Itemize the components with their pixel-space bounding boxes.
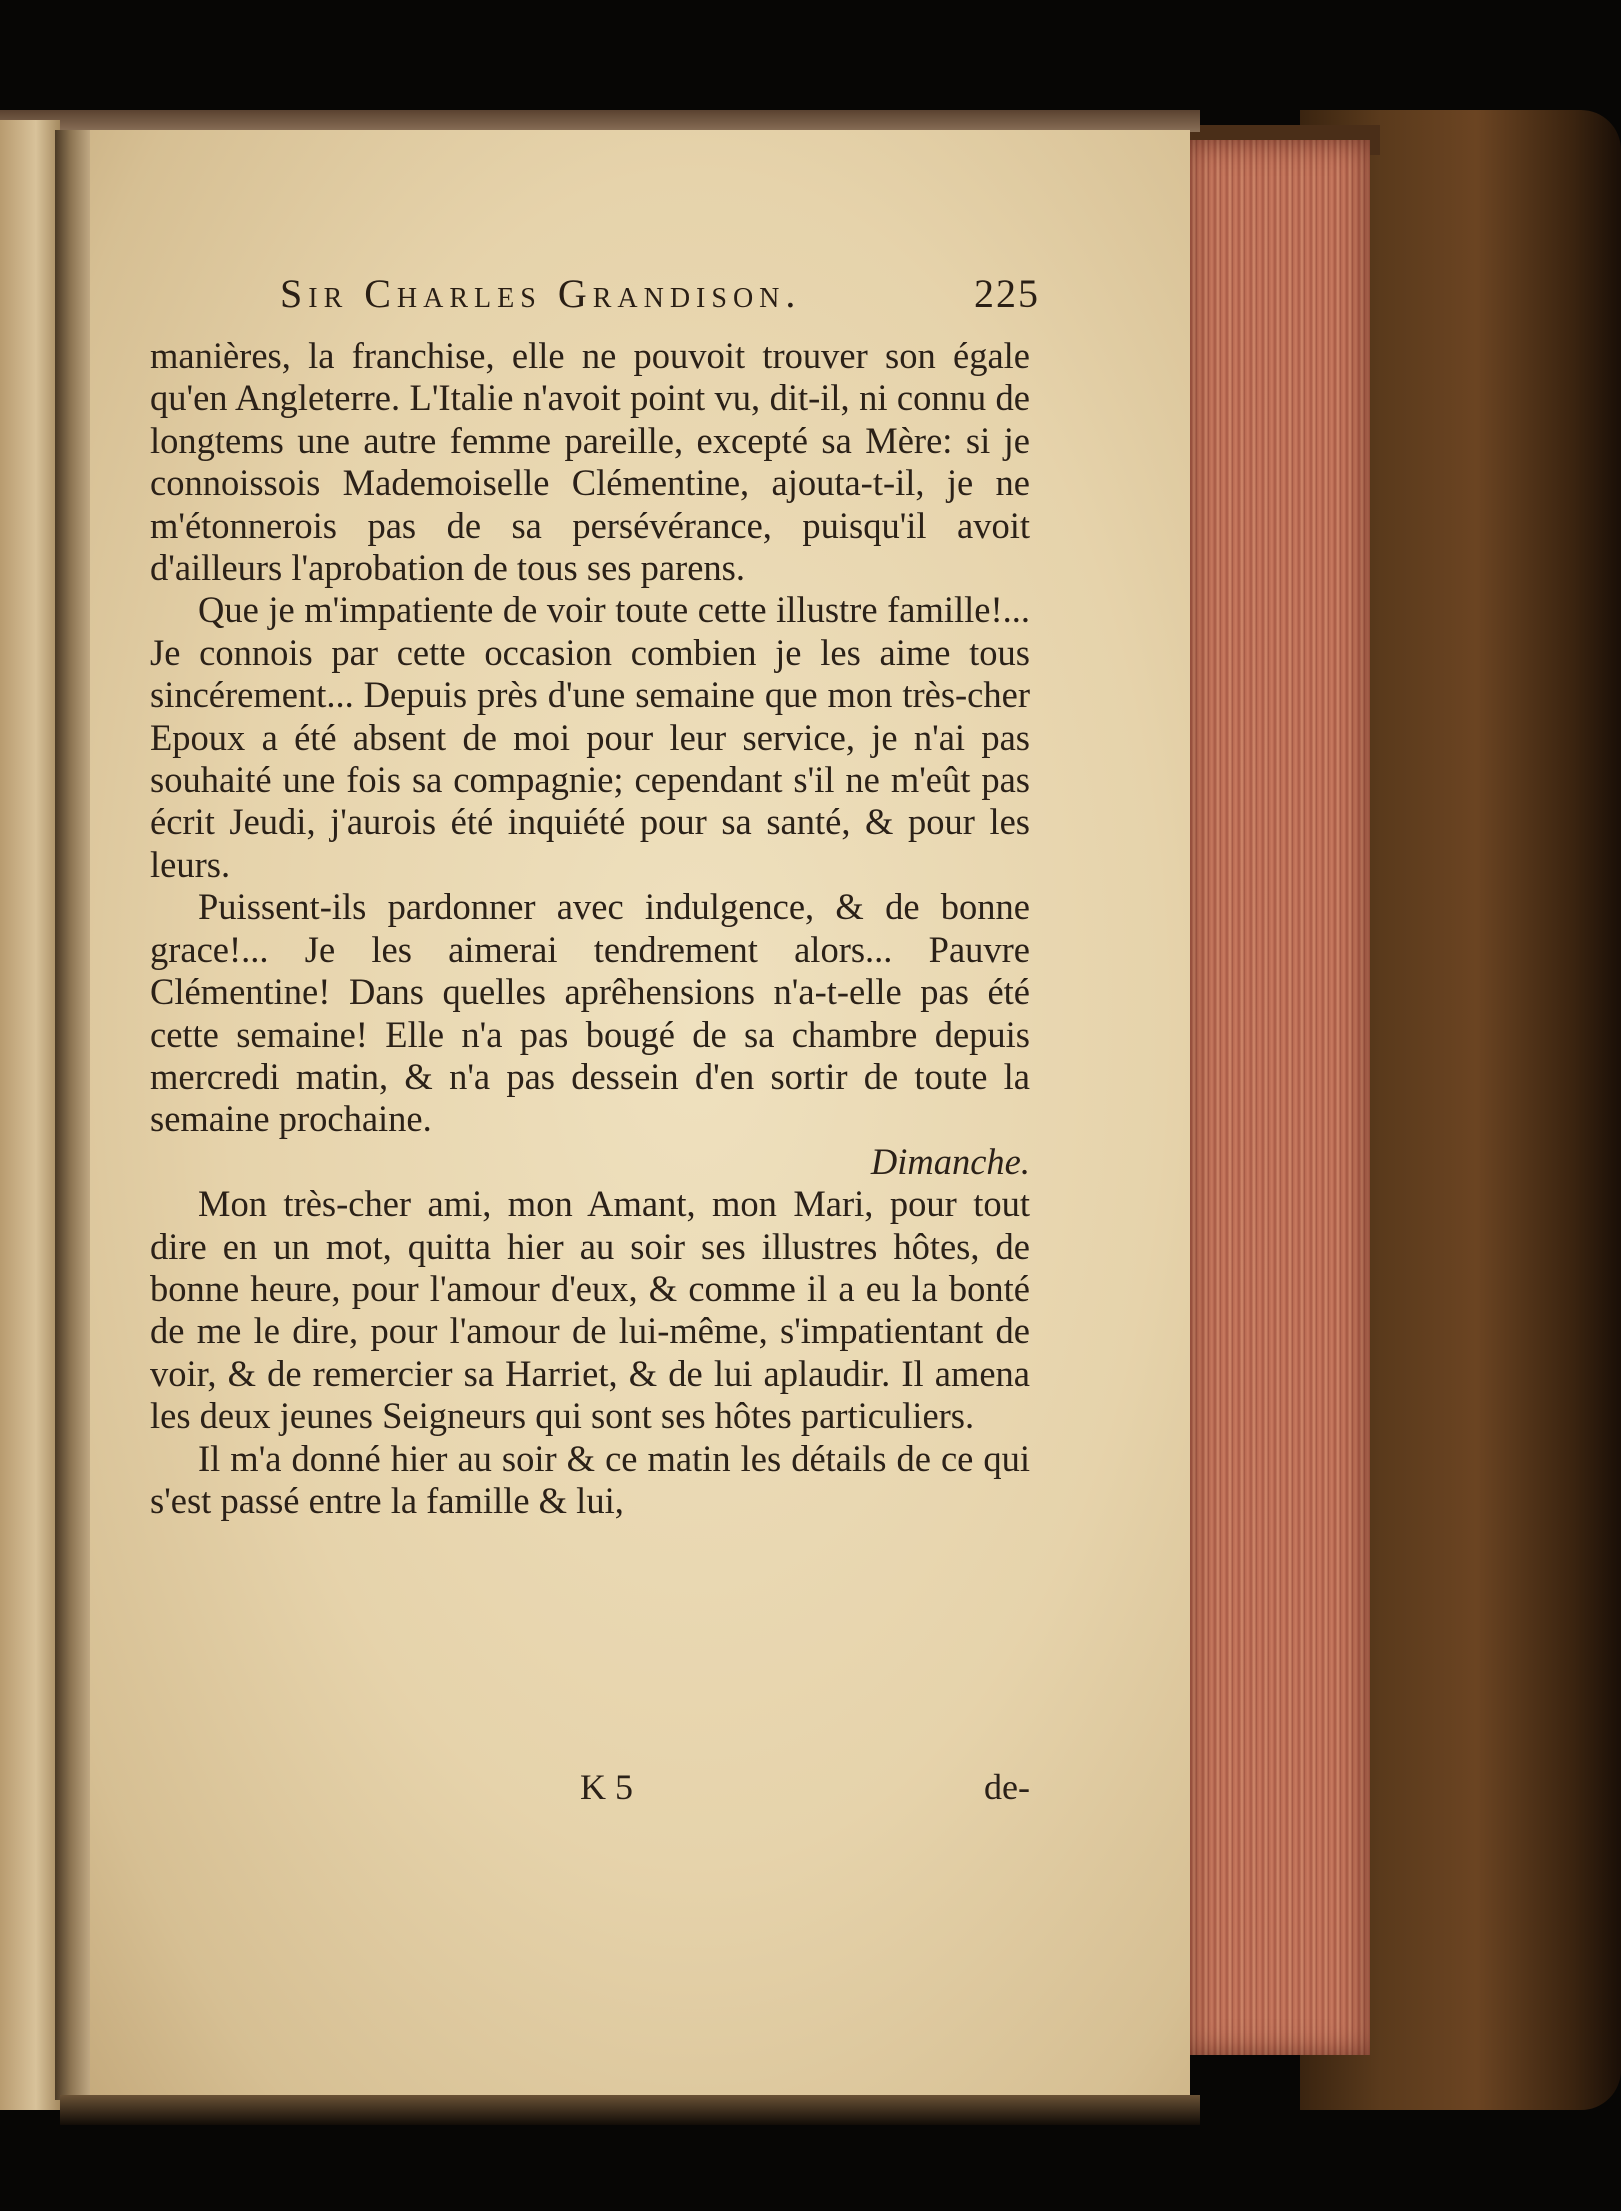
running-title: Sir Charles Grandison. (280, 271, 802, 316)
catchword: de- (984, 1767, 1030, 1807)
running-header (280, 270, 1040, 330)
paragraph: Que je m'impatiente de voir toute cette illustre famille!... Je connois par cette occasion combien je les aime tous sincérement... Depuis près d'une semaine que mon très-cher Epoux a été absent de moi pour leur service, je n'ai pas souhaité une fois sa compagnie; cependant s'il ne m'eût pas écrit Jeudi, j'aurois été inquiété pour sa santé, & pour les leurs. (150, 589, 1030, 885)
gutter (55, 130, 95, 2100)
date-signature: Dimanche. (870, 1140, 1030, 1182)
body-text (150, 335, 1030, 1522)
page-footer (150, 1766, 1030, 1810)
paragraph: Il m'a donné hier au soir & ce matin les détails de ce qui s'est passé entre la famille & lui, (150, 1437, 1030, 1521)
page-block-edge (1185, 140, 1370, 2055)
page-number: 225 (974, 271, 1040, 316)
signature-mark: K 5 (580, 1767, 633, 1807)
paragraph: manières, la franchise, elle ne pouvoit trouver son égale qu'en Angleterre. L'Italie n'avoit point vu, dit-il, ni connu de longtems une autre femme pareille, excepté sa Mère: si je connoissois Mademoiselle Clémentine, ajouta-t-il, je ne m'étonnerois pas de sa persévérance, puisqu'il avoit d'ailleurs l'aprobation de tous ses parens. (150, 335, 1030, 589)
left-page (0, 120, 60, 2110)
paragraph: Puissent-ils pardonner avec indulgence, & de bonne grace!... Je les aimerai tendrement alors... Pauvre Clémentine! Dans quelles aprêhensions n'a-t-elle pas été cette semaine! Elle n'a pas bougé de sa chambre depuis mercredi matin, & n'a pas dessein d'en sortir de toute la semaine prochaine. (150, 886, 1030, 1140)
page-bottom-edge (60, 2095, 1200, 2125)
left-cover-edge (0, 110, 1200, 132)
paragraph: Mon très-cher ami, mon Amant, mon Mari, pour tout dire en un mot, quitta hier au soir ses illustres hôtes, de bonne heure, pour l'amour d'eux, & comme il a eu la bonté de me le dire, pour l'amour de lui-même, s'impatientant de voir, & de remercier sa Harriet, & de lui aplaudir. Il amena les deux jeunes Seigneurs qui sont ses hôtes particuliers. (150, 1183, 1030, 1437)
